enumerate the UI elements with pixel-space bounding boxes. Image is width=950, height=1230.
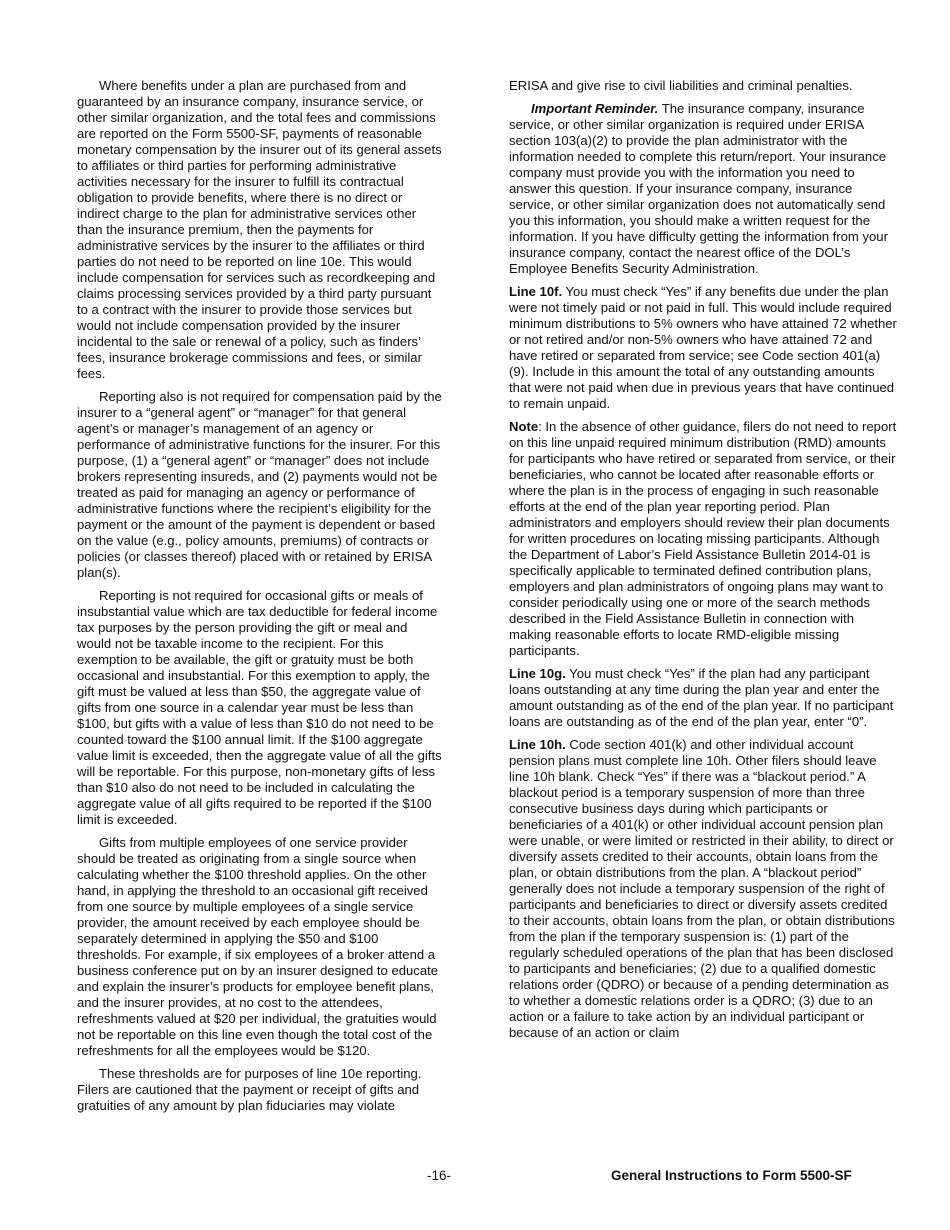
paragraph: Reporting also is not required for compensation paid by the insurer to a “general agent” or “manager” for that general agent’s or manager’s management of an agency or performance of administrative functions for the insurer. For this purpose, (1) a “general agent” or “manager” does not include brokers representing insureds, and (2) payments would not be treated as paid for managing an agency or performance of administrative functions where the recipient’s eligibility for the payment or the amount of the payment is dependent or based on the value (e.g., policy amounts, premiums) of contracts or policies (or classes thereof) placed with or retained by ERISA plan(s).: [77, 389, 442, 580]
line-10f-section: [509, 284, 899, 412]
line-10h-text: Code section 401(k) and other individual account pension plans must complete line 10h. Other filers should leave line 10h blank. Check “Yes” if there was a “blackout period.” A blackout period is a temporary suspension of more than three consecutive business days during which participants or beneficiaries of a 401(k) or other individual account pension plan were unable, or were limited or restricted in their ability, to direct or diversify assets credited to their accounts, obtain loans from the plan, or obtain distributions from the plan. A “blackout period” generally does not include a temporary suspension of the right of participants and beneficiaries to direct or diversify assets credited to their accounts, obtain loans from the plan, or obtain distributions from the plan if the temporary suspension is: (1) part of the regularly scheduled operations of the plan that has been disclosed to participants and beneficiaries; (2) due to a qualified domestic relations order (QDRO) or because of a pending determination as to whether a domestic relations order is a QDRO; (3) due to an action or a failure to take action by an individual participant or because of an action or claim: [509, 737, 895, 1040]
line-10h-section: [509, 737, 899, 1041]
paragraph: Where benefits under a plan are purchased from and guaranteed by an insurance company, insurance service, or other similar organization, and the total fees and commissions are reported on the Form 5500-SF, payments of reasonable monetary compensation by the insurer out of its general assets to affiliates or third parties for performing administrative activities necessary for the insurer to fulfill its contractual obligation to provide benefits, where there is no direct or indirect charge to the plan for administrative services other than the insurance premium, then the payments for administrative services by the insurer to the affiliates or third parties do not need to be reported on line 10e. This would include compensation for services such as recordkeeping and claims processing services provided by a third party pursuant to a contract with the insurer to provide those services but would not include compensation provided by the insurer incidental to the sale or renewal of a policy, such as finders’ fees, insurance brokerage commissions and fees, or similar fees.: [77, 78, 442, 381]
line-10h-heading: Line 10h.: [509, 737, 566, 752]
paragraph: ERISA and give rise to civil liabilities and criminal penalties.: [509, 78, 853, 93]
paragraph: Reporting is not required for occasional gifts or meals of insubstantial value which are tax deductible for federal income tax purposes by the person providing the gift or meal and would not be taxable income to the recipient. For this exemption to be available, the gift or gratuity must be both occasional and insubstantial. For this exemption to apply, the gift must be valued at less than $50, the aggregate value of gifts from one source in a calendar year must be less than $100, but gifts with a value of less than $10 do not need to be counted toward the $100 annual limit. If the $100 aggregate value limit is exceeded, then the aggregate value of all the gifts will be reportable. For this purpose, non-monetary gifts of less than $10 also do not need to be included in calculating the aggregate value of all gifts required to be reported if the $100 limit is exceeded.: [77, 588, 442, 827]
line-10g-text: You must check “Yes” if the plan had any participant loans outstanding at any time during the plan year and enter the amount outstanding as of the end of the plan year. If no participant loans are outstanding as of the end of the plan year, enter “0”.: [509, 666, 894, 729]
form-title: General Instructions to Form 5500-SF: [611, 1168, 852, 1183]
note-heading: Note: [509, 419, 539, 434]
line-10f-text: You must check “Yes” if any benefits due under the plan were not timely paid or not paid in full. This would include required minimum distributions to 5% owners who have attained 72 whether or not retired and/or non-5% owners who have attained 72 and have retired or separated from service; see Code section 401(a)(9). Include in this amount the total of any outstanding amounts that were not paid when due in previous years that have continued to remain unpaid.: [509, 284, 897, 411]
page-number: -16-: [427, 1168, 452, 1183]
note-text: : In the absence of other guidance, filers do not need to report on this line unpaid required minimum distribution (RMD) amounts for participants who have retired or separated from service, or their beneficiaries, who cannot be located after reasonable efforts or where the plan is in the process of engaging in such reasonable efforts at the end of the plan year reporting period. Plan administrators and employers should review their plan documents for written procedures on locating missing participants. Although the Department of Labor’s Field Assistance Bulletin 2014-01 is specifically applicable to terminated defined contribution plans, employers and plan administrators of ongoing plans may want to consider periodically using one or more of the search methods described in the Field Assistance Bulletin in connection with making reasonable efforts to locate RMD-eligible missing participants.: [509, 419, 897, 658]
line-10f-heading: Line 10f.: [509, 284, 563, 299]
important-reminder-text: The insurance company, insurance service, or other similar organization is required under ERISA section 103(a)(2) to provide the plan administrator with the information needed to complete this return/report. Your insurance company must provide you with the information you need to answer this question. If your insurance company, insurance service, or other similar organization does not automatically send you this information, you should make a written request for the information. If you have difficulty getting the information from your insurance company, contact the nearest office of the DOL’s Employee Benefits Security Administration.: [509, 101, 888, 276]
important-reminder: [509, 101, 899, 277]
paragraph: These thresholds are for purposes of line 10e reporting. Filers are cautioned that the payment or receipt of gifts and gratuities of any amount by plan fiduciaries may violate: [77, 1066, 422, 1113]
left-column: [77, 78, 445, 1121]
right-column: [509, 78, 899, 1048]
line-10g-heading: Line 10g.: [509, 666, 566, 681]
note-section: [509, 419, 899, 659]
paragraph: Gifts from multiple employees of one service provider should be treated as originating from a single source when calculating whether the $100 threshold applies. On the other hand, in applying the threshold to an occasional gift received from one source by multiple employees of a single service provider, the amount received by each employee should be separately determined in applying the $50 and $100 thresholds. For example, if six employees of a broker attend a business conference put on by an insurer designed to educate and explain the insurer’s products for employee benefit plans, and the insurer provides, at no cost to the attendees, refreshments valued at $20 per individual, the gratuities would not be reportable on this line even though the total cost of the refreshments for all the employees would be $120.: [77, 835, 439, 1058]
line-10g-section: [509, 666, 899, 730]
important-reminder-heading: Important Reminder.: [531, 101, 659, 116]
